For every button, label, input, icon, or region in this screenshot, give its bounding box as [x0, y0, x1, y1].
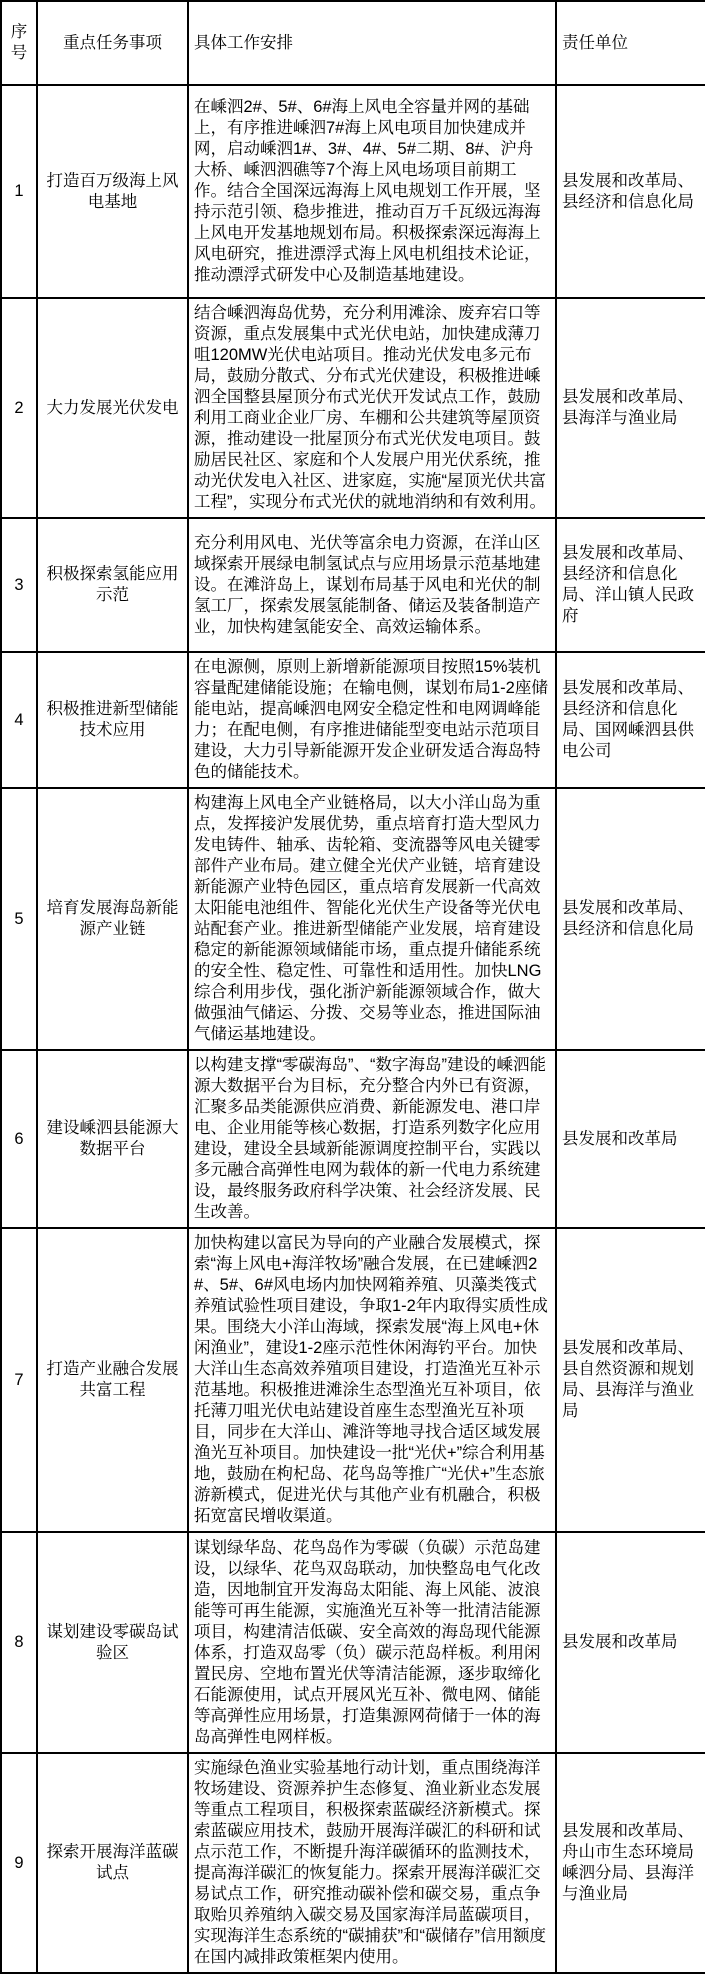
- work-plan-cell: 谋划绿华岛、花鸟岛作为零碳（负碳）示范岛建设，以绿华、花鸟双岛联动，加快整岛电气化改造，因地制宜开发海岛太阳能、海上风能、波浪能等可再生能源，实施渔光互补等一批清洁能源项目，构建清洁低碳、安全高效的海岛现代能源体系，打造双岛零（负）碳示范岛样板。利用闲置民房、空地布置光伏等清洁能源，逐步取缔化石能源使用，试点开展风光互补、微电网、储能等高弹性应用场景，打造集源网荷储于一体的海岛高弹性电网样板。: [188, 1532, 556, 1753]
- header-work-arrangement: 具体工作安排: [188, 1, 556, 85]
- serial-number-cell: 9: [1, 1753, 37, 1973]
- serial-number-cell: 4: [1, 652, 37, 788]
- responsible-unit-cell: 县发展和改革局: [556, 1532, 705, 1753]
- work-plan-cell: 实施绿色渔业实验基地行动计划，重点围绕海洋牧场建设、资源养护生态修复、渔业新业态发展等重点工程项目，积极探索蓝碳经济新模式。探索蓝碳应用技术，鼓励开展海洋碳汇的科研和试点示范工作，不断提升海洋碳循环的监测技术，提高海洋碳汇的恢复能力。探索开展海洋碳汇交易试点工作，研究推动碳补偿和碳交易，重点争取贻贝养殖纳入碳交易及国家海洋局蓝碳项目，实现海洋生态系统的“碳捕获”和“碳储存”信用额度在国内减排政策框架内使用。: [188, 1753, 556, 1973]
- responsible-unit-cell: 县发展和改革局: [556, 1050, 705, 1228]
- responsible-unit-cell: 县发展和改革局、县经济和信息化局: [556, 788, 705, 1050]
- table-row: [1, 518, 705, 652]
- table-row: [1, 652, 705, 788]
- task-name-cell: 建设嵊泗县能源大数据平台: [37, 1050, 188, 1228]
- serial-number-cell: 6: [1, 1050, 37, 1228]
- serial-number-cell: 7: [1, 1228, 37, 1532]
- work-plan-cell: 构建海上风电全产业链格局，以大小洋山岛为重点，发挥接沪发展优势，重点培育打造大型风力发电铸件、轴承、齿轮箱、变流器等风电关键零部件产业布局。建立健全光伏产业链，培育建设新能源产业特色园区，重点培育发展新一代高效太阳能电池组件、智能化光伏生产设备等光伏电站配套产业。推进新型储能产业发展，培育建设稳定的新能源领域储能市场，重点提升储能系统的安全性、稳定性、可靠性和适用性。加快LNG综合利用步伐，强化浙沪新能源领域合作，做大做强油气储运、分拨、交易等业态，推进国际油气储运基地建设。: [188, 788, 556, 1050]
- table-row: [1, 85, 705, 298]
- responsible-unit-cell: 县发展和改革局、舟山市生态环境局嵊泗分局、县海洋与渔业局: [556, 1753, 705, 1973]
- task-name-cell: 打造百万级海上风电基地: [37, 85, 188, 298]
- task-name-cell: 积极探索氢能应用示范: [37, 518, 188, 652]
- table-row: [1, 1532, 705, 1753]
- task-name-cell: 积极推进新型储能技术应用: [37, 652, 188, 788]
- responsible-unit-cell: 县发展和改革局、县经济和信息化局、洋山镇人民政府: [556, 518, 705, 652]
- serial-number-cell: 5: [1, 788, 37, 1050]
- responsible-unit-cell: 县发展和改革局、县海洋与渔业局: [556, 298, 705, 518]
- serial-number-cell: 2: [1, 298, 37, 518]
- work-plan-cell: 充分利用风电、光伏等富余电力资源，在洋山区域探索开展绿电制氢试点与应用场景示范基地建设。在滩浒岛上，谋划布局基于风电和光伏的制氢工厂，探索发展氢能制备、储运及装备制造产业，加快构建氢能安全、高效运输体系。: [188, 518, 556, 652]
- work-plan-cell: 以构建支撑“零碳海岛”、“数字海岛”建设的嵊泗能源大数据平台为目标，充分整合内外已有资源，汇聚多品类能源供应消费、新能源发电、港口岸电、企业用能等核心数据，打造系列数字化应用建设，建设全县域新能源调度控制平台，实践以多元融合高弹性电网为载体的新一代电力系统建设，最终服务政府科学决策、社会经济发展、民生改善。: [188, 1050, 556, 1228]
- table-row: [1, 788, 705, 1050]
- task-name-cell: 谋划建设零碳岛试验区: [37, 1532, 188, 1753]
- responsible-unit-cell: 县发展和改革局、县经济和信息化局、国网嵊泗县供电公司: [556, 652, 705, 788]
- table-row: [1, 1228, 705, 1532]
- responsible-unit-cell: 县发展和改革局、县自然资源和规划局、县海洋与渔业局: [556, 1228, 705, 1532]
- task-name-cell: 探索开展海洋蓝碳试点: [37, 1753, 188, 1973]
- responsible-unit-cell: 县发展和改革局、县经济和信息化局: [556, 85, 705, 298]
- task-name-cell: 培育发展海岛新能源产业链: [37, 788, 188, 1050]
- header-key-task: 重点任务事项: [37, 1, 188, 85]
- serial-number-cell: 1: [1, 85, 37, 298]
- table-row: [1, 298, 705, 518]
- table-row: [1, 1753, 705, 1973]
- header-responsible-unit: 责任单位: [556, 1, 705, 85]
- task-name-cell: 打造产业融合发展共富工程: [37, 1228, 188, 1532]
- serial-number-cell: 3: [1, 518, 37, 652]
- work-plan-cell: 在嵊泗2#、5#、6#海上风电全容量并网的基础上，有序推进嵊泗7#海上风电项目加快建成并网，启动嵊泗1#、3#、4#、5#二期、8#、沪舟大桥、嵊泗泗礁等7个海上风电场项目前期工作。结合全国深远海海上风电规划工作开展，坚持示范引领、稳步推进，推动百万千瓦级远海海上风电开发基地规划布局。积极探索深远海海上风电研究，推进漂浮式海上风电机组技术论证，推动漂浮式研发中心及制造基地建设。: [188, 85, 556, 298]
- work-plan-cell: 结合嵊泗海岛优势，充分利用滩涂、废弃宕口等资源，重点发展集中式光伏电站，加快建成薄刀咀120MW光伏电站项目。推动光伏发电多元布局，鼓励分散式、分布式光伏建设，积极推进嵊泗全国整县屋顶分布式光伏开发试点工作，鼓励利用工商业企业厂房、车棚和公共建筑等屋顶资源，推动建设一批屋顶分布式光伏发电项目。鼓励居民社区、家庭和个人发展户用光伏系统，推动光伏发电入社区、进家庭，实施“屋顶光伏共富工程”，实现分布式光伏的就地消纳和有效利用。: [188, 298, 556, 518]
- task-name-cell: 大力发展光伏发电: [37, 298, 188, 518]
- table-row: [1, 1050, 705, 1228]
- header-serial-number: 序号: [1, 1, 37, 85]
- table-header-row: [1, 1, 705, 85]
- work-plan-cell: 加快构建以富民为导向的产业融合发展模式，探索“海上风电+海洋牧场”融合发展，在已建嵊泗2#、5#、6#风电场内加快网箱养殖、贝藻类筏式养殖试验性项目建设，争取1-2年内取得实质性成果。围绕大小洋山海域，探索发展“海上风电+休闲渔业”，建设1-2座示范性休闲海钓平台。加快大洋山生态高效养殖项目建设，打造渔光互补示范基地。积极推进滩涂生态型渔光互补项目，依托薄刀咀光伏电站建设首座生态型渔光互补项目，同步在大洋山、滩浒等地寻找合适区域发展渔光互补项目。加快建设一批“光伏+”综合利用基地，鼓励在枸杞岛、花鸟岛等推广“光伏+”生态旅游新模式，促进光伏与其他产业有机融合，积极拓宽富民增收渠道。: [188, 1228, 556, 1532]
- work-plan-cell: 在电源侧，原则上新增新能源项目按照15%装机容量配建储能设施；在输电侧，谋划布局1-2座储能电站，提高嵊泗电网安全稳定性和电网调峰能力；在配电侧，有序推进储能型变电站示范项目建设，大力引导新能源开发企业研发适合海岛特色的储能技术。: [188, 652, 556, 788]
- serial-number-cell: 8: [1, 1532, 37, 1753]
